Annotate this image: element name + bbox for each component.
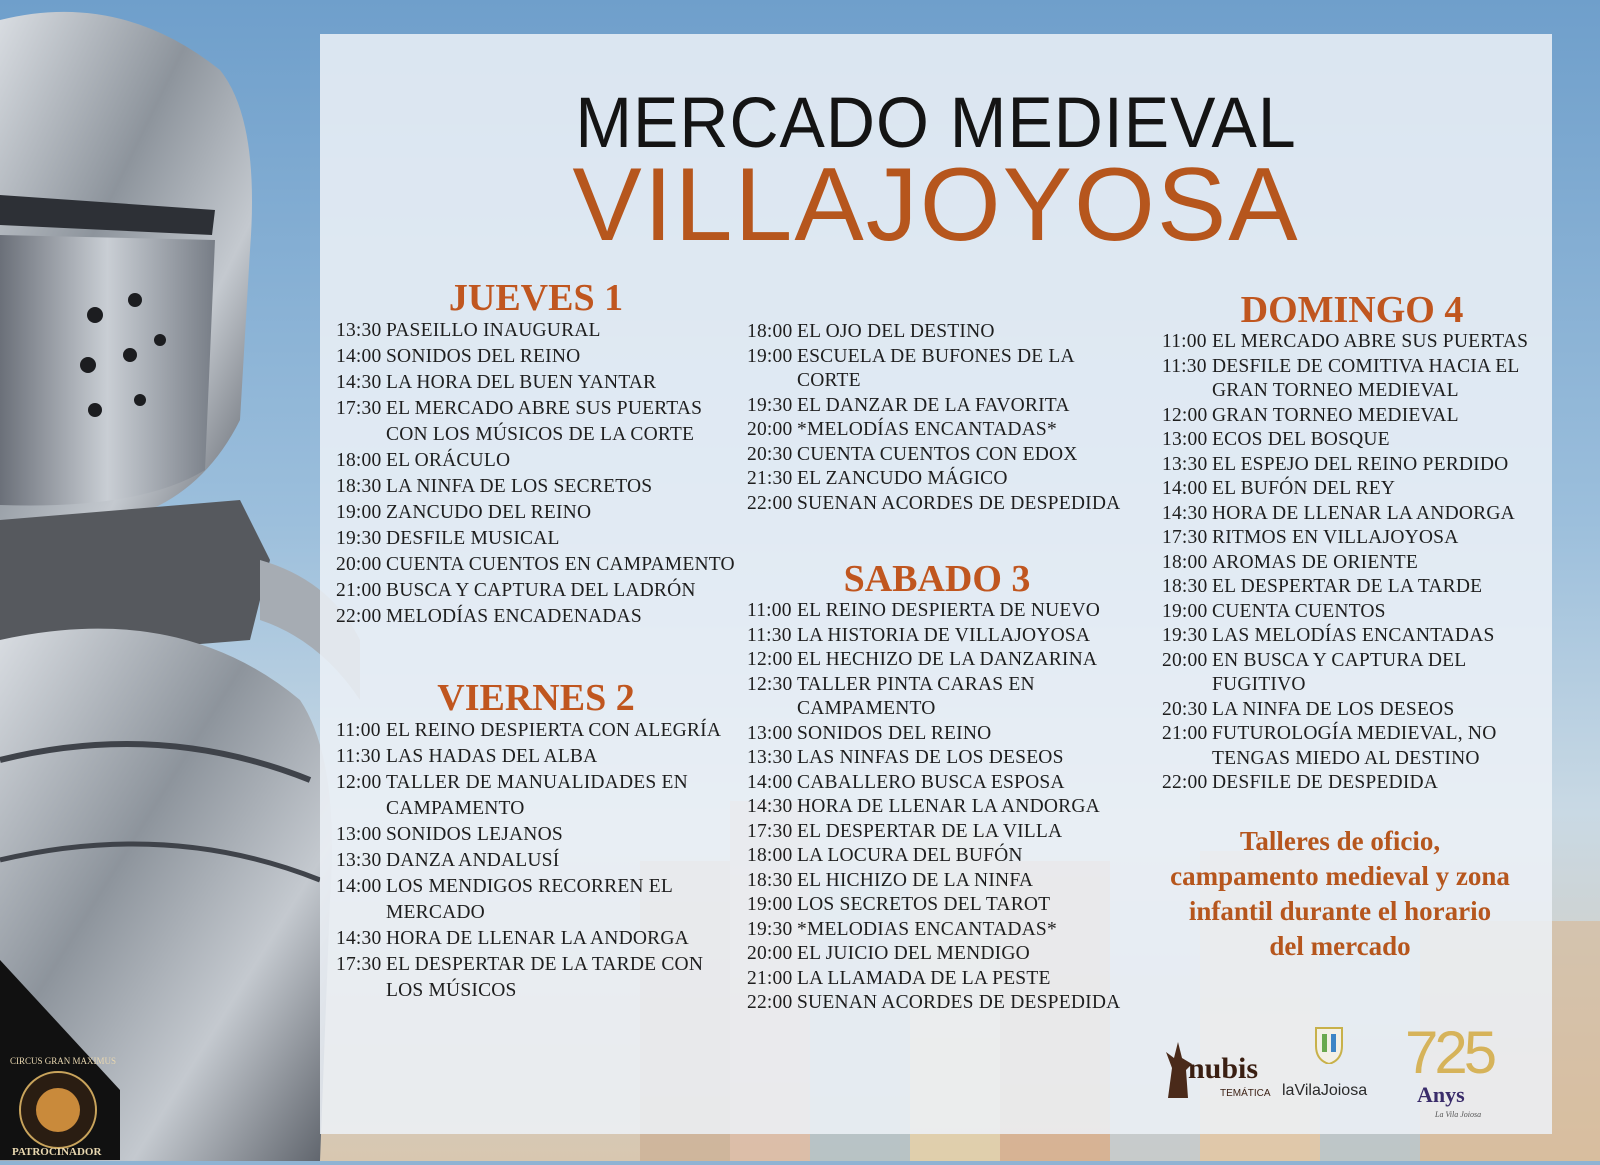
day-saturday — [747, 559, 1127, 1016]
event-item: 14:00 EL BUFÓN DEL REY — [1162, 478, 1396, 499]
event-item: 13:00 SONIDOS DEL REINO — [747, 722, 992, 744]
event-item: 13:00 SONIDOS LEJANOS — [336, 824, 563, 845]
anubis-logo-sub: TEMÁTICA — [1220, 1088, 1271, 1099]
day-title: JUEVES 1 — [448, 277, 624, 319]
badge-top-text: CIRCUS GRAN MAXIMUS — [10, 1056, 117, 1066]
event-item: 19:30 EL DANZAR DE LA FAVORITA — [747, 394, 1070, 416]
event-item: 18:00 EL ORÁCULO — [336, 450, 511, 471]
event-item: 20:00 EN BUSCA Y CAPTURA DEL FUGITIVO — [1162, 649, 1466, 695]
event-item: 11:00 EL REINO DESPIERTA CON ALEGRÍA — [336, 720, 722, 741]
event-item: 20:00 EL JUICIO DEL MENDIGO — [747, 943, 1030, 964]
event-item: 21:00 FUTUROLOGÍA MEDIEVAL, NO TENGAS MIEDO AL DESTINO — [1162, 723, 1497, 769]
anys-logo — [1395, 1018, 1505, 1128]
shield-icon — [1314, 1024, 1344, 1064]
event-list — [747, 599, 1127, 1016]
event-item: 13:30 LAS NINFAS DE LOS DESEOS — [747, 747, 1064, 768]
anys-label: Anys — [1417, 1082, 1465, 1107]
badge-bottom-text: PATROCINADOR — [12, 1146, 102, 1158]
event-item: 14:30 HORA DE LLENAR LA ANDORGA — [747, 796, 1100, 817]
anubis-logo-text: nubis — [1188, 1052, 1259, 1085]
event-item: 14:30 HORA DE LLENAR LA ANDORGA — [336, 928, 689, 949]
event-item: 19:00 CUENTA CUENTOS — [1162, 600, 1386, 622]
event-item: 22:00 SUENAN ACORDES DE DESPEDIDA — [747, 492, 1121, 514]
vila-logo-text: laVilaJoiosa — [1282, 1082, 1368, 1099]
day-sunday — [1162, 290, 1542, 796]
event-list — [1162, 330, 1542, 796]
event-item: 20:30 CUENTA CUENTOS CON EDOX — [747, 443, 1078, 465]
event-item: 13:30 PASEILLO INAUGURAL — [336, 320, 601, 341]
title-line2: VILLAJOYOSA — [572, 147, 1300, 263]
vila-logo — [1282, 1024, 1382, 1114]
workshops-note: Talleres de oficio, campamento medieval y zona infantil durante el horario del mercado — [1170, 826, 1510, 961]
event-item: 17:30 EL DESPERTAR DE LA VILLA — [747, 820, 1063, 842]
event-item: 14:00 LOS MENDIGOS RECORREN EL MERCADO — [336, 876, 673, 923]
title-line1: MERCADO MEDIEVAL — [575, 83, 1297, 163]
event-item: 19:00 ESCUELA DE BUFONES DE LA CORTE — [747, 345, 1074, 391]
anys-sub: La Vila Joiosa — [1435, 1110, 1482, 1119]
event-item: 11:30 LA HISTORIA DE VILLAJOYOSA — [747, 624, 1091, 646]
event-item: 11:30 LAS HADAS DEL ALBA — [336, 746, 598, 767]
event-item: 14:30 HORA DE LLENAR LA ANDORGA — [1162, 502, 1515, 524]
event-item: 21:00 BUSCA Y CAPTURA DEL LADRÓN — [336, 580, 696, 601]
schedule-panel — [320, 34, 1552, 1134]
event-item: 12:30 TALLER PINTA CARAS EN CAMPAMENTO — [747, 673, 1035, 719]
day-title: DOMINGO 4 — [1240, 289, 1464, 331]
sponsor-logos — [1150, 1019, 1530, 1124]
event-item: 18:30 LA NINFA DE LOS SECRETOS — [336, 476, 653, 497]
event-item: 11:30 DESFILE DE COMITIVA HACIA EL GRAN TORNEO MEDIEVAL — [1162, 355, 1519, 401]
event-item: 18:30 EL HICHIZO DE LA NINFA — [747, 869, 1034, 891]
event-item: 18:30 EL DESPERTAR DE LA TARDE — [1162, 576, 1483, 597]
event-item: 22:00 SUENAN ACORDES DE DESPEDIDA — [747, 992, 1121, 1013]
event-item: 14:00 CABALLERO BUSCA ESPOSA — [747, 771, 1065, 793]
event-item: 20:00 CUENTA CUENTOS EN CAMPAMENTO — [336, 554, 735, 575]
event-item: 12:00 TALLER DE MANUALIDADES EN CAMPAMENTO — [336, 772, 688, 819]
sponsor-badge — [0, 960, 120, 1160]
event-item: 14:00 SONIDOS DEL REINO — [336, 346, 581, 367]
day-friday-continued — [747, 320, 1127, 516]
day-title: VIERNES 2 — [437, 677, 635, 719]
event-list — [336, 318, 736, 630]
event-item: 19:30 *MELODIAS ENCANTADAS* — [747, 918, 1057, 940]
event-list — [336, 718, 736, 1004]
event-item: 22:00 DESFILE DE DESPEDIDA — [1162, 772, 1439, 793]
event-item: 12:00 GRAN TORNEO MEDIEVAL — [1162, 404, 1459, 426]
event-item: 18:00 EL OJO DEL DESTINO — [747, 321, 995, 342]
event-item: 17:30 EL DESPERTAR DE LA TARDE CON LOS MÚSICOS — [336, 954, 704, 1001]
event-item: 21:30 EL ZANCUDO MÁGICO — [747, 468, 1008, 489]
event-item: 17:30 EL MERCADO ABRE SUS PUERTAS CON LOS MÚSICOS DE LA CORTE — [336, 398, 703, 445]
event-item: 12:00 EL HECHIZO DE LA DANZARINA — [747, 649, 1098, 670]
day-thursday — [336, 278, 736, 630]
event-item: 21:00 LA LLAMADA DE LA PESTE — [747, 967, 1051, 989]
event-list — [747, 320, 1127, 516]
event-item: 14:30 LA HORA DEL BUEN YANTAR — [336, 372, 657, 393]
day-friday — [336, 678, 736, 1004]
event-item: 13:30 EL ESPEJO DEL REINO PERDIDO — [1162, 453, 1509, 475]
event-item: 19:00 LOS SECRETOS DEL TAROT — [747, 894, 1051, 915]
event-item: 11:00 EL MERCADO ABRE SUS PUERTAS — [1162, 331, 1529, 352]
anys-number: 725 — [1405, 1019, 1494, 1086]
event-item: 19:30 LAS MELODÍAS ENCANTADAS — [1162, 625, 1495, 646]
event-item: 20:30 LA NINFA DE LOS DESEOS — [1162, 698, 1455, 720]
event-item: 11:00 EL REINO DESPIERTA DE NUEVO — [747, 600, 1101, 621]
anubis-logo — [1160, 1034, 1270, 1104]
event-item: 22:00 MELODÍAS ENCADENADAS — [336, 606, 642, 627]
event-item: 13:00 ECOS DEL BOSQUE — [1162, 429, 1390, 450]
event-item: 19:00 ZANCUDO DEL REINO — [336, 502, 592, 523]
event-item: 18:00 LA LOCURA DEL BUFÓN — [747, 845, 1023, 866]
event-item: 18:00 AROMAS DE ORIENTE — [1162, 551, 1418, 573]
day-title: SABADO 3 — [843, 558, 1031, 600]
event-item: 13:30 DANZA ANDALUSÍ — [336, 850, 560, 871]
event-item: 20:00 *MELODÍAS ENCANTADAS* — [747, 419, 1057, 440]
event-item: 19:30 DESFILE MUSICAL — [336, 528, 560, 549]
event-item: 17:30 RITMOS EN VILLAJOYOSA — [1162, 527, 1459, 548]
